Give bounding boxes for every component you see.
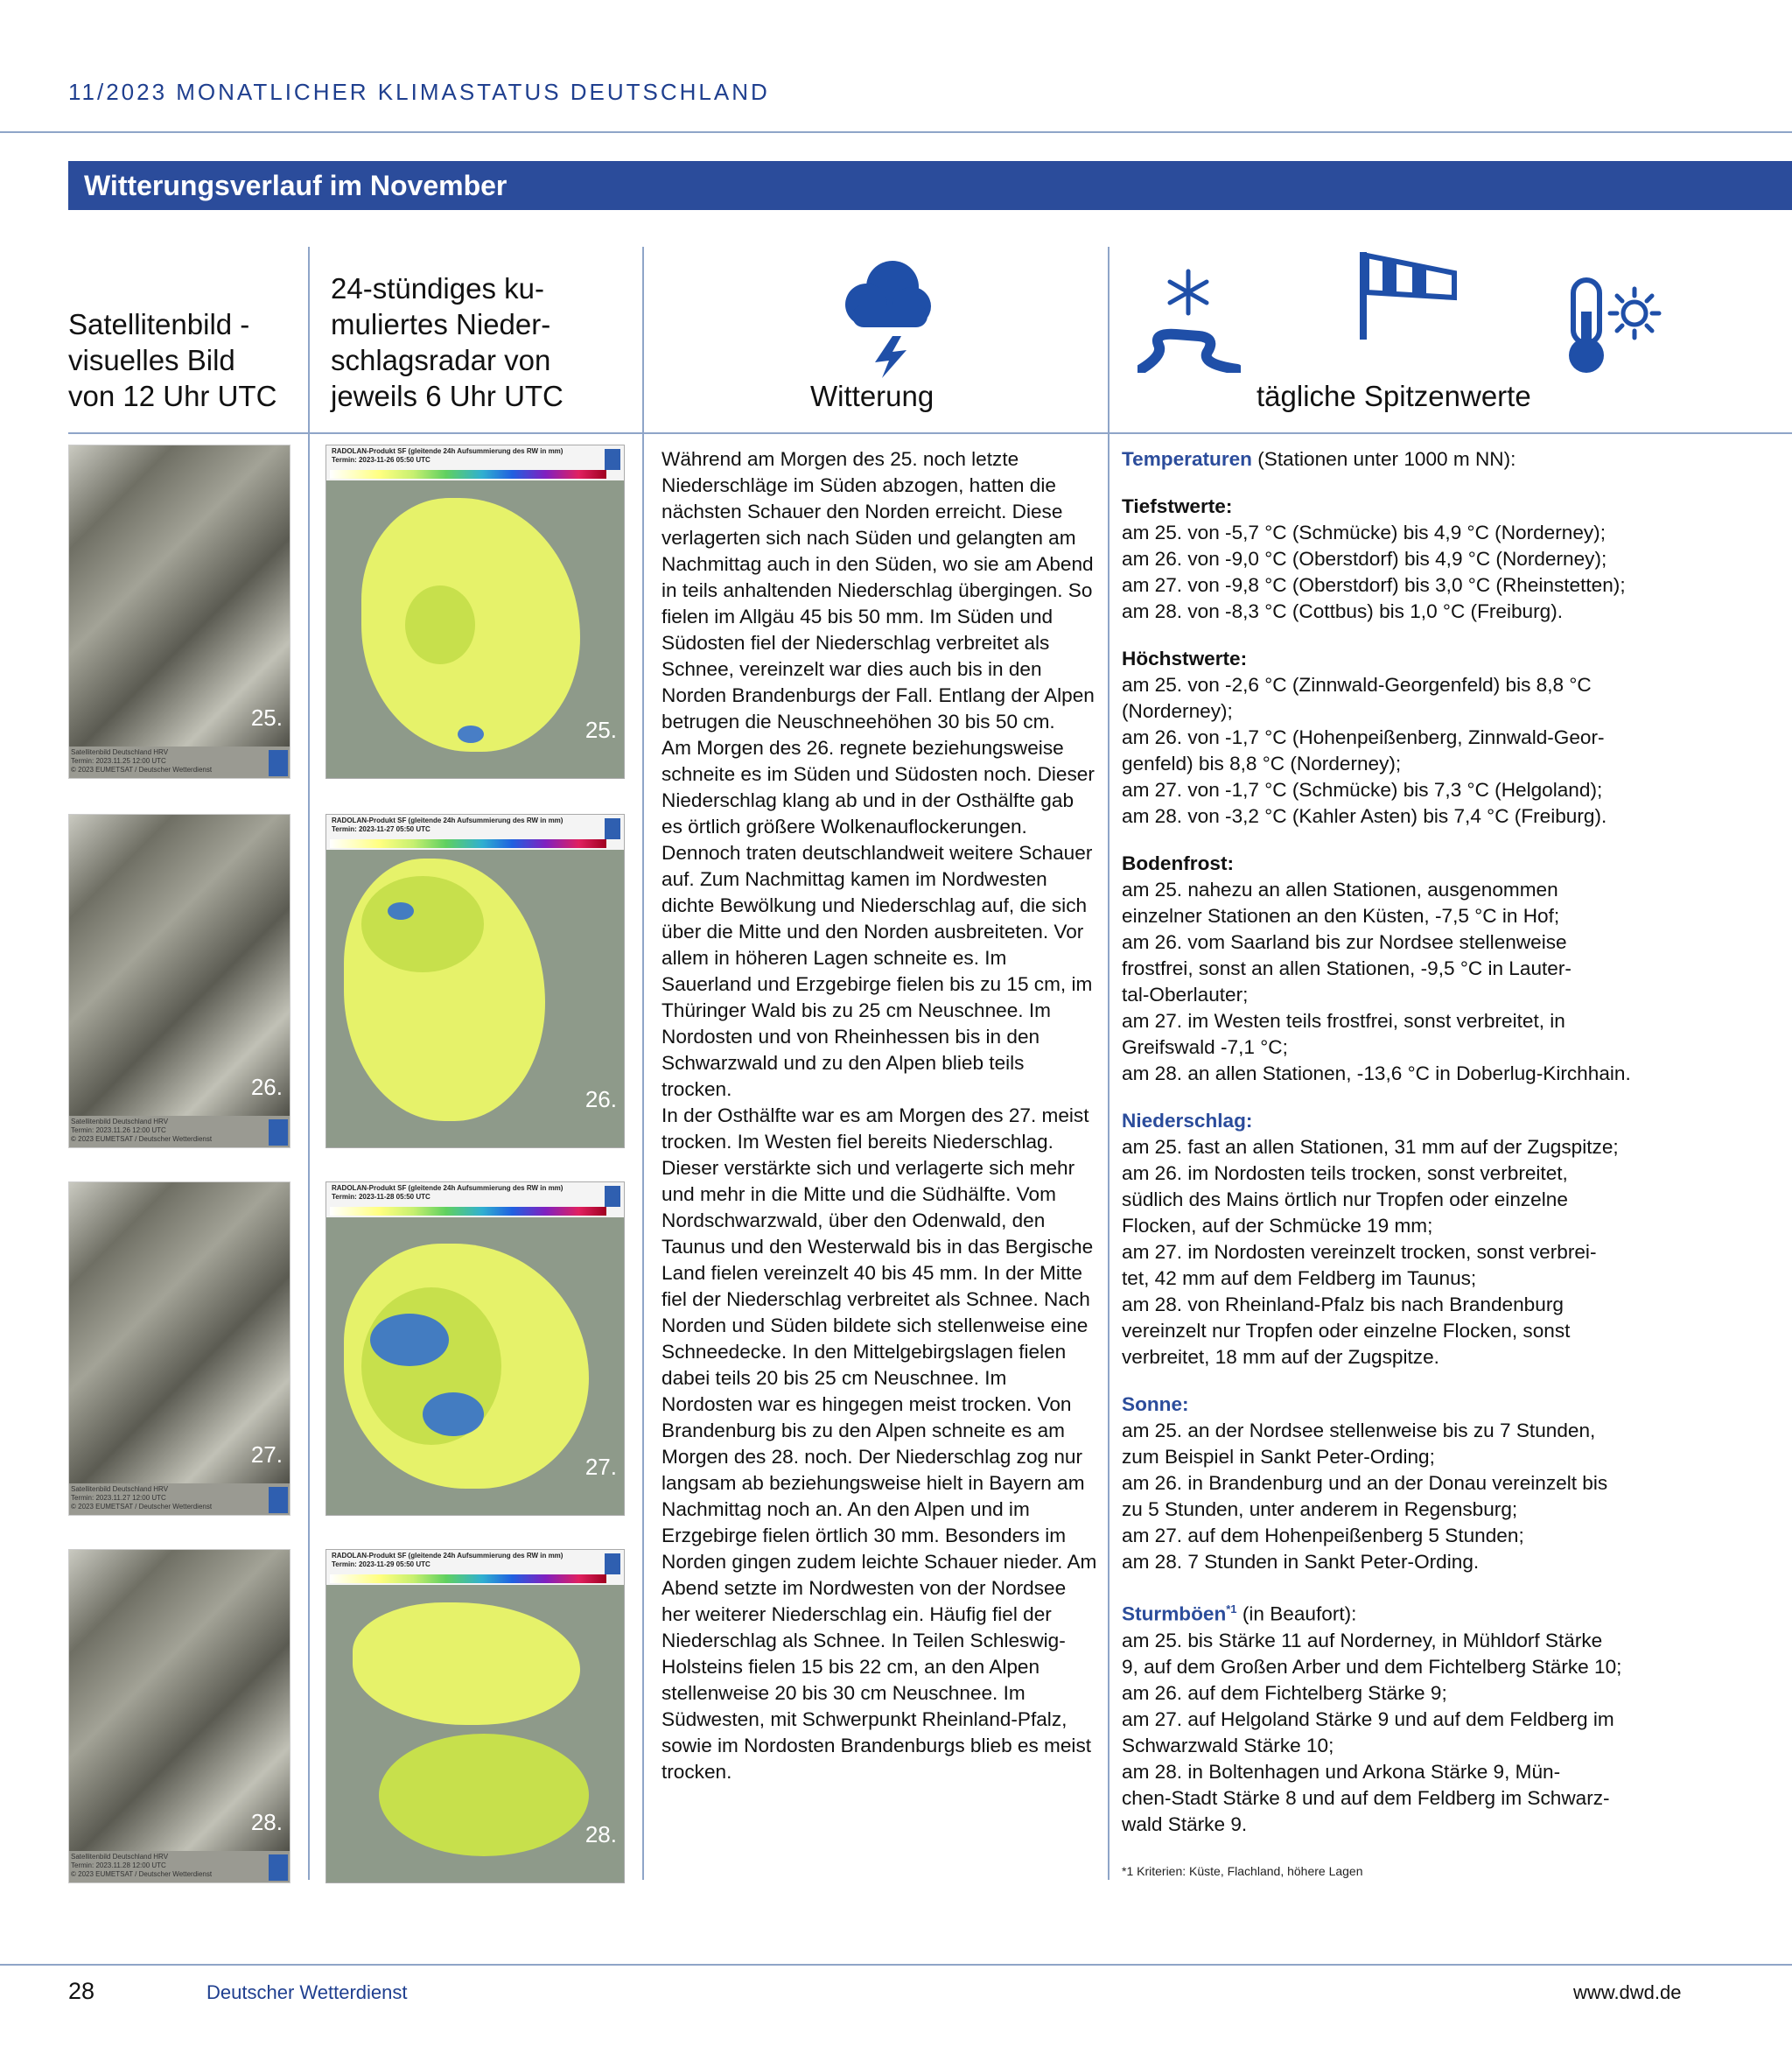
image-caption: RADOLAN-Produkt SF (gleitende 24h Aufsummierung des RW in mm) Termin: 2023-11-29 05:50 UTC [332,1552,564,1568]
min-temperature-section [1122,494,1787,625]
temperature-section [1122,446,1787,473]
image-caption: RADOLAN-Produkt SF (gleitende 24h Aufsummierung des RW in mm) Termin: 2023-11-27 05:50 UTC [332,817,564,833]
image-caption: Satellitenbild Deutschland HRV Termin: 2023.11.25 12:00 UTC © 2023 EUMETSAT / Deutscher Wetterdienst [71,748,213,774]
date-label: 27. [584,1454,617,1480]
radar-map [326,480,624,778]
gusts-section [1122,1596,1787,1838]
min-temperature-title: Tiefstwerte: [1122,495,1233,517]
dwd-logo [605,449,620,470]
radar-map [326,1217,624,1515]
gusts-footnote-mark: *1 [1226,1602,1237,1616]
dwd-logo [269,1119,288,1146]
sunshine-section [1122,1392,1787,1575]
max-temperature-section [1122,646,1787,830]
column-divider [642,247,644,1880]
gusts-note: (in Beaufort): [1242,1602,1357,1625]
dwd-logo [269,1854,288,1881]
date-label: 26. [250,1074,283,1100]
windsock-icon [1356,247,1461,343]
precipitation-scale [330,1207,606,1216]
satellite-photo [69,815,290,1116]
temperature-title: Temperaturen [1122,448,1252,470]
temperature-note: (Stationen unter 1000 m NN): [1257,448,1516,470]
precipitation-body: am 25. fast an allen Stationen, 31 mm auf der Zugspitze; am 26. im Nordosten teils trocken, sonst verbreitet, südlich des Mains örtlich nur Tropfen oder einzelne Flocken, auf der Schmücke 19 mm; am 27. im Nordosten vereinzelt trocken, sonst verbrei- tet, 42 mm auf dem Feldberg im Taunus; am 28. von Rheinland-Pfalz bis nach Brandenburg vereinzelt nur Tropfen oder einzelne Flocken, sonst verbreitet, 18 mm auf der Zugspitze. [1122,1136,1619,1368]
dwd-logo [605,818,620,839]
column-header-divider [68,432,1792,434]
report-header-title: 11/2023 MONATLICHER KLIMASTATUS DEUTSCHLAND [68,79,770,105]
sunshine-title: Sonne: [1122,1393,1189,1415]
radar-image [326,1549,625,1883]
ground-frost-section [1122,851,1787,1087]
satellite-photo [69,1182,290,1483]
date-label: 27. [250,1441,283,1468]
radar-image [326,1181,625,1516]
dwd-logo [269,750,288,776]
precipitation-scale [330,1574,606,1583]
date-label: 26. [584,1086,617,1112]
satellite-image [68,1549,290,1883]
precipitation-scale [330,839,606,848]
weather-description: Während am Morgen des 25. noch letzte Niederschläge im Süden abzogen, hatten die nächsten Schauer den Norden erreicht. Diese verlagerten sich nach Süden und gelangten am Nachmittag auch in den Süden, wo sie am Abend in teils anhaltenden Niederschlag übergingen. So fielen im Allgäu 45 bis 50 mm. Im Süden und Südosten fiel der Niederschlag verbreitet als Schnee, vereinzelt war dies auch bis in den Norden Brandenburgs der Fall. Entlang der Alpen betrugen die Neuschneehöhen 30 bis 50 cm. Am Morgen des 26. regnete beziehungsweise schneite es im Süden und Südosten noch. Dieser Niederschlag klang ab und in der Osthälfte gab es örtlich größere Wolkenauflockerungen. Dennoch traten deutschlandweit weitere Schauer auf. Zum Nachmittag kamen im Nordwesten dichte Bewölkung und Niederschlag auf, die sich über die Mitte und den Norden ausbreiteten. Vor allem in höheren Lagen schneite es. Im Sauerland und Erzgebirge fielen bis zu 15 cm, im Thüringer Wald bis zu 25 cm Neuschnee. Im Nordosten und von Rheinhessen bis in den Schwarzwald und zu den Alpen blieb teils trocken. In der Osthälfte war es am Morgen des 27. meist trocken. Im Westen fiel bereits Niederschlag. Dieser verstärkte sich und verlagerte sich mehr und mehr in die Mitte und die Südhälfte. Vom Nordschwarzwald, über den Odenwald, den Taunus und den Westerwald bis in das Bergische Land fielen vereinzelt 40 bis 45 mm. In der Mitte fiel der Niederschlag verbreitet als Schnee. Nach Norden und Süden bildete sich stellenweise eine Schneedecke. In den Mittelgebirgslagen fielen dabei teils 20 bis 25 cm Neuschnee. Im Nordosten war es hingegen meist trocken. Von Brandenburg bis zu den Alpen schneite es am Morgen des 28. noch. Der Niederschlag zog nur langsam ab beziehungsweise hielt in Bayern am Nachmittag noch an. An den Alpen und im Erzgebirge fielen örtlich 30 mm. Besonders im Norden gingen zudem leichte Schauer nieder. Am Abend setzte im Nordwesten von der Nordsee her weiterer Niederschlag ein. Häufig fiel der Niederschlag als Schnee. In Teilen Schleswig-Holsteins fielen 15 bis 22 cm, an den Alpen stellenweise 20 bis 30 cm Neuschnee. Im Südwesten, mit Schwerpunkt Rheinland-Pfalz, sowie im Nordosten Brandenburgs blieb es meist trocken. [662,448,1097,1783]
organization-name: Deutscher Wetterdienst [206,1981,408,2003]
max-temperature-title: Höchstwerte: [1122,648,1248,669]
dwd-logo [605,1553,620,1574]
section-title: Witterungsverlauf im November [84,170,508,201]
date-label: 28. [584,1821,617,1847]
radar-image [326,814,625,1148]
footnote: *1 Kriterien: Küste, Flachland, höhere Lagen [1122,1864,1363,1878]
image-caption: RADOLAN-Produkt SF (gleitende 24h Aufsummierung des RW in mm) Termin: 2023-11-26 05:50 UTC [332,447,564,464]
gusts-title: Sturmböen [1122,1602,1227,1625]
precipitation-title: Niederschlag: [1122,1110,1253,1132]
image-caption: Satellitenbild Deutschland HRV Termin: 2023.11.27 12:00 UTC © 2023 EUMETSAT / Deutscher Wetterdienst [71,1485,213,1511]
radar-map [326,850,624,1147]
column-divider [1108,247,1110,1880]
image-caption: Satellitenbild Deutschland HRV Termin: 2023.11.28 12:00 UTC © 2023 EUMETSAT / Deutscher Wetterdienst [71,1853,213,1878]
satellite-photo [69,1550,290,1851]
image-caption: RADOLAN-Produkt SF (gleitende 24h Aufsummierung des RW in mm) Termin: 2023-11-28 05:50 UTC [332,1184,564,1201]
thermometer-sun-icon [1559,277,1662,376]
website-link[interactable]: www.dwd.de [1573,1981,1682,2003]
sunshine-body: am 25. an der Nordsee stellenweise bis zu 7 Stunden, zum Beispiel in Sankt Peter-Ording; am 26. in Brandenburg und an der Donau vereinzelt bis zu 5 Stunden, unter anderem in Regensburg; am 27. auf dem Hohenpeißenberg 5 Stunden; am 28. 7 Stunden in Sankt Peter-Ording. [1122,1420,1608,1573]
footer-divider [0,1964,1792,1966]
dwd-logo [605,1186,620,1207]
ground-frost-body: am 25. nahezu an allen Stationen, ausgenommen einzelner Stationen an den Küsten, -7,5 °C in Hof; am 26. vom Saarland bis zur Nordsee stellenweise frostfrei, sonst an allen Stationen, -9,5 °C in Lauter- tal-Oberlauter; am 27. im Westen teils frostfrei, sonst verbreitet, in Greifswald -7,1 °C; am 28. an allen Stationen, -13,6 °C in Doberlug-Kirchhain. [1122,879,1631,1084]
ground-frost-title: Bodenfrost: [1122,852,1235,874]
satellite-column-header: Satellitenbild - visuelles Bild von 12 Uhr UTC [68,308,277,412]
header-divider [0,131,1792,133]
date-label: 28. [250,1809,283,1835]
dwd-logo [269,1487,288,1513]
date-label: 25. [584,717,617,743]
precipitation-scale [330,470,606,479]
column-divider [308,247,310,1880]
weather-column-header: Witterung [810,380,934,412]
date-label: 25. [250,705,283,731]
cloud-rain-lightning-icon [840,256,934,378]
gusts-body: am 25. bis Stärke 11 auf Norderney, in Mühldorf Stärke 9, auf dem Großen Arber und dem Fichtelberg Stärke 10; am 26. auf dem Fichtelberg Stärke 9; am 27. auf Helgoland Stärke 9 und auf dem Feldberg im Schwarzwald Stärke 10; am 28. in Boltenhagen und Arkona Stärke 9, Mün- chen-Stadt Stärke 8 und auf dem Feldberg im Schwarz- wald Stärke 9. [1122,1629,1622,1835]
section-banner [68,161,1792,210]
radar-map [326,1585,624,1882]
precipitation-section [1122,1108,1787,1371]
radar-column-header: 24-stündiges ku- muliertes Nieder- schlagsradar von jeweils 6 Uhr UTC [331,272,564,412]
max-temperature-body: am 25. von -2,6 °C (Zinnwald-Georgenfeld) bis 8,8 °C (Norderney); am 26. von -1,7 °C (Hohenpeißenberg, Zinnwald-Geor- genfeld) bis 8,8 °C (Norderney); am 27. von -1,7 °C (Schmücke) bis 7,3 °C (Helgoland); am 28. von -3,2 °C (Kahler Asten) bis 7,4 °C (Freiburg). [1122,674,1607,827]
peak-values [1122,446,1787,1859]
peaks-column-header: tägliche Spitzenwerte [1256,380,1531,412]
snow-road-icon [1138,268,1241,373]
satellite-image [68,1181,290,1516]
satellite-photo [69,445,290,747]
min-temperature-body: am 25. von -5,7 °C (Schmücke) bis 4,9 °C (Norderney); am 26. von -9,0 °C (Oberstdorf) bis 4,9 °C (Norderney); am 27. von -9,8 °C (Oberstdorf) bis 3,0 °C (Rheinstetten); am 28. von -8,3 °C (Cottbus) bis 1,0 °C (Freiburg). [1122,522,1626,622]
page-number: 28 [68,1978,95,2004]
satellite-image [68,814,290,1148]
radar-image [326,445,625,779]
satellite-image [68,445,290,779]
image-caption: Satellitenbild Deutschland HRV Termin: 2023.11.26 12:00 UTC © 2023 EUMETSAT / Deutscher Wetterdienst [71,1118,213,1143]
